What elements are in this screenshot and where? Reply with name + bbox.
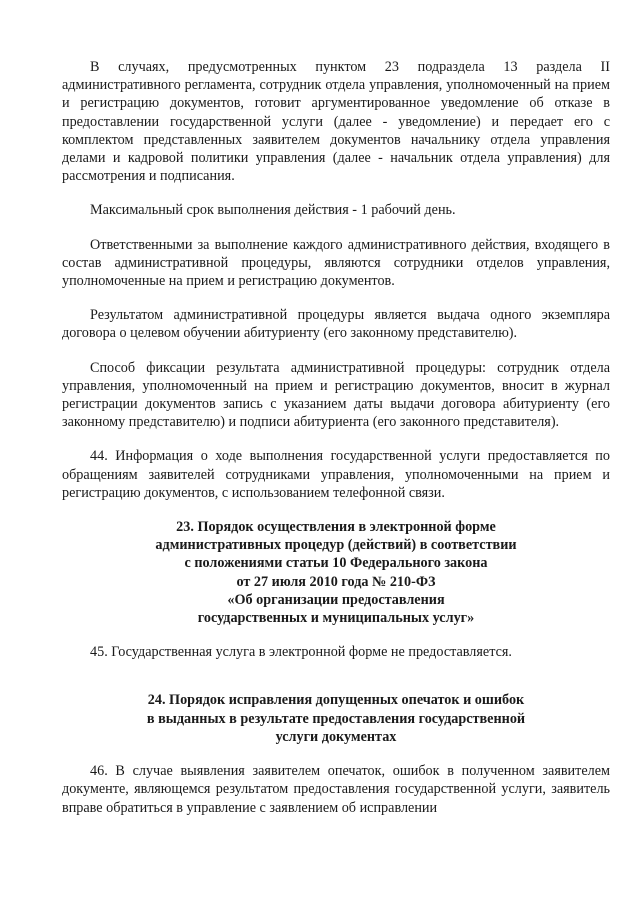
paragraph-45: 45. Государственная услуга в электронной форме не предоставляется. [90,644,512,661]
section-23-heading [62,518,610,627]
section-23-heading-line: государственных и муниципальных услуг» [197,610,475,627]
paragraph-responsible: Ответственными за выполнение каждого административного действия, входящего в состав административной процедуры, являются сотрудники отделов управления, уполномоченные на прием и регистрацию документов. [62,236,610,290]
paragraph-44: 44. Информация о ходе выполнения государственной услуги предоставляется по обращениям заявителей сотрудниками управления, уполномоченными на прием и регистрацию документов, с использованием телефонной связи. [62,448,610,501]
paragraph-fixation: Способ фиксации результата административной процедуры: сотрудник отдела управления, уполномоченный на прием и регистрацию документов, вносит в журнал регистрации документов запись с указанием даты выдачи договора абитуриенту (его законному представителю) и подписи абитуриента (его законного представителя). [62,359,610,431]
section-23-heading-line: с положениями статьи 10 Федерального закона [184,555,488,572]
section-23-heading-line: «Об организации предоставления [227,591,445,608]
document-page [62,58,610,817]
section-23-heading-line: 23. Порядок осуществления в электронной форме [176,519,496,536]
section-24-heading [62,691,610,746]
section-24-heading-line: в выданных в результате предоставления государственной [146,710,526,727]
paragraph-refusal-notice: В случаях, предусмотренных пунктом 23 подраздела 13 раздела II административного регламента, сотрудник отдела управления, уполномоченный на прием и регистрацию документов, готовит аргументированное уведомление об отказе в предоставлении государственной услуги (далее - уведомление) и передает его с комплектом представленных заявителем документов начальнику отдела управления делами и кадровой политики управления (далее - начальник отдела управления) для рассмотрения и подписания. [62,59,610,185]
section-23-heading-line: от 27 июля 2010 года № 210-ФЗ [236,573,436,590]
paragraph-result: Результатом административной процедуры является выдача одного экземпляра договора о целевом обучении абитуриенту (его законному представителю). [62,307,610,342]
section-23-heading-line: административных процедур (действий) в соответствии [155,537,517,554]
section-24-heading-line: 24. Порядок исправления допущенных опечаток и ошибок [147,692,525,709]
paragraph-46: 46. В случае выявления заявителем опечаток, ошибок в полученном заявителем документе, являющемся результатом предоставления государственной услуги, заявитель вправе обратиться в управление с заявлением об исправлении [62,763,610,816]
paragraph-max-term: Максимальный срок выполнения действия - 1 рабочий день. [90,202,456,219]
section-24-heading-line: услуги документах [275,728,397,745]
